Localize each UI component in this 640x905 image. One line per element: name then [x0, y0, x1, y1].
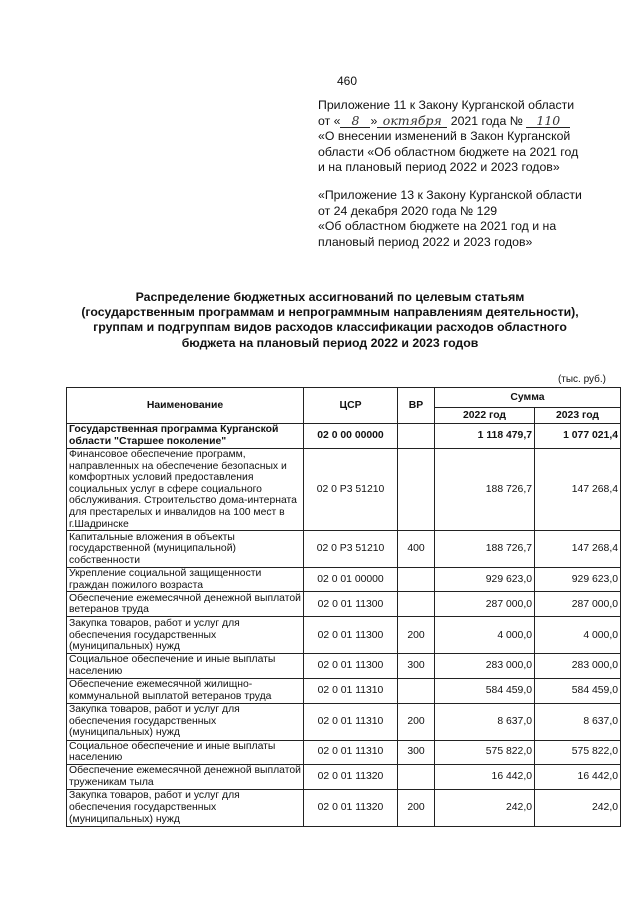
row-csr-cell: 02 0 Р3 51210 — [304, 531, 398, 568]
table-header-row — [67, 388, 621, 408]
row-2023-cell: 16 442,0 — [535, 764, 621, 789]
table-row — [67, 678, 621, 703]
row-csr-cell: 02 0 01 11310 — [304, 703, 398, 740]
row-csr-cell: 02 0 01 11300 — [304, 592, 398, 617]
row-name-cell: Социальное обеспечение и иные выплаты населению — [67, 654, 304, 678]
row-2023-cell: 4 000,0 — [535, 617, 621, 654]
page-number: 460 — [337, 74, 358, 88]
row-name-cell: Капитальные вложения в объекты государственной (муниципальной) собственности — [67, 531, 304, 568]
row-2023-cell: 283 000,0 — [535, 654, 621, 678]
date-year-label: 2021 года № — [450, 113, 523, 128]
row-vr-cell — [398, 449, 435, 531]
appendix-11-header — [318, 98, 578, 176]
row-2022-cell: 16 442,0 — [435, 764, 535, 789]
header-csr: ЦСР — [304, 388, 398, 424]
appendix-11-date-line — [318, 114, 578, 130]
title-line-2: (государственным программам и непрограммным направлениям деятельности), — [81, 305, 579, 320]
title-line-4: бюджета на плановый период 2022 и 2023 годов — [181, 335, 479, 350]
appendix-11-line-1: Приложение 11 к Закону Курганской области — [318, 98, 575, 112]
row-name-cell: Обеспечение ежемесячной денежной выплатой труженикам тыла — [67, 764, 304, 789]
row-name-cell: Обеспечение ежемесячной денежной выплатой ветеранов труда — [67, 592, 304, 617]
row-2022-cell: 1 118 479,7 — [435, 424, 535, 449]
handwritten-day: 8 — [340, 114, 370, 128]
row-2023-cell: 242,0 — [535, 789, 621, 826]
table-row — [67, 703, 621, 740]
row-csr-cell: 02 0 01 11300 — [304, 654, 398, 678]
row-vr-cell: 300 — [398, 654, 435, 678]
row-name-cell: Социальное обеспечение и иные выплаты населению — [67, 740, 304, 764]
row-name-cell: Закупка товаров, работ и услуг для обеспечения государственных (муниципальных) нужд — [67, 703, 304, 740]
row-vr-cell: 200 — [398, 617, 435, 654]
row-2023-cell: 575 822,0 — [535, 740, 621, 764]
row-2023-cell: 147 268,4 — [535, 449, 621, 531]
row-2022-cell: 584 459,0 — [435, 678, 535, 703]
table-row — [67, 764, 621, 789]
appendix-11-line-5: и на плановый период 2022 и 2023 годов» — [318, 160, 560, 174]
row-name-cell: Закупка товаров, работ и услуг для обеспечения государственных (муниципальных) нужд — [67, 789, 304, 826]
row-2023-cell: 147 268,4 — [535, 531, 621, 568]
row-vr-cell: 200 — [398, 703, 435, 740]
appendix-13-line-1: «Приложение 13 к Закону Курганской области — [318, 188, 582, 202]
table-row — [67, 592, 621, 617]
row-2022-cell: 929 623,0 — [435, 568, 535, 592]
header-sum: Сумма — [435, 388, 621, 408]
row-vr-cell — [398, 424, 435, 449]
row-name-cell: Государственная программа Курганской области "Старшее поколение" — [67, 424, 304, 449]
appendix-11-line-4: области «Об областном бюджете на 2021 год — [318, 144, 579, 159]
row-name-cell: Закупка товаров, работ и услуг для обеспечения государственных (муниципальных) нужд — [67, 617, 304, 654]
row-vr-cell — [398, 592, 435, 617]
appendix-13-line-3: «Об областном бюджете на 2021 год и на — [318, 219, 557, 233]
budget-table — [66, 387, 621, 827]
row-vr-cell — [398, 764, 435, 789]
row-2022-cell: 287 000,0 — [435, 592, 535, 617]
row-vr-cell: 300 — [398, 740, 435, 764]
date-quote-close: » — [370, 113, 378, 128]
row-2022-cell: 242,0 — [435, 789, 535, 826]
row-2023-cell: 287 000,0 — [535, 592, 621, 617]
row-2022-cell: 8 637,0 — [435, 703, 535, 740]
date-from-label: от « — [318, 113, 341, 128]
row-name-cell: Укрепление социальной защищенности граждан пожилого возраста — [67, 568, 304, 592]
row-2023-cell: 584 459,0 — [535, 678, 621, 703]
appendix-13-line-4: плановый период 2022 и 2023 годов» — [318, 234, 533, 249]
row-csr-cell: 02 0 01 11320 — [304, 789, 398, 826]
table-row — [67, 568, 621, 592]
row-vr-cell — [398, 678, 435, 703]
row-csr-cell: 02 0 01 11300 — [304, 617, 398, 654]
header-name: Наименование — [67, 388, 304, 424]
row-vr-cell — [398, 568, 435, 592]
row-2023-cell: 929 623,0 — [535, 568, 621, 592]
row-csr-cell: 02 0 01 00000 — [304, 568, 398, 592]
appendix-13-header — [318, 188, 582, 250]
row-vr-cell: 400 — [398, 531, 435, 568]
row-2023-cell: 8 637,0 — [535, 703, 621, 740]
appendix-11-line-3: «О внесении изменений в Закон Курганской — [318, 129, 571, 143]
table-row — [67, 789, 621, 826]
row-vr-cell: 200 — [398, 789, 435, 826]
row-2022-cell: 188 726,7 — [435, 531, 535, 568]
title-line-3: группам и подгруппам видов расходов классификации расходов областного — [93, 320, 567, 335]
row-csr-cell: 02 0 01 11320 — [304, 764, 398, 789]
table-row — [67, 654, 621, 678]
table-row — [67, 449, 621, 531]
row-csr-cell: 02 0 00 00000 — [304, 424, 398, 449]
table-row — [67, 531, 621, 568]
header-2023: 2023 год — [535, 408, 621, 424]
title-line-1: Распределение бюджетных ассигнований по целевым статьям — [135, 290, 525, 304]
row-2022-cell: 188 726,7 — [435, 449, 535, 531]
row-2022-cell: 575 822,0 — [435, 740, 535, 764]
table-body — [67, 424, 621, 827]
handwritten-number: 110 — [526, 114, 570, 128]
table-row — [67, 740, 621, 764]
row-csr-cell: 02 0 01 11310 — [304, 740, 398, 764]
row-name-cell: Обеспечение ежемесячной жилищно-коммунальной выплатой ветеранов труда — [67, 678, 304, 703]
table-row — [67, 617, 621, 654]
header-2022: 2022 год — [435, 408, 535, 424]
row-2023-cell: 1 077 021,4 — [535, 424, 621, 449]
handwritten-month: октября — [377, 114, 447, 128]
document-title — [60, 290, 600, 351]
table-row — [67, 424, 621, 449]
header-vr: ВР — [398, 388, 435, 424]
row-2022-cell: 283 000,0 — [435, 654, 535, 678]
row-2022-cell: 4 000,0 — [435, 617, 535, 654]
row-name-cell: Финансовое обеспечение программ, направленных на обеспечение безопасных и комфортных условий предоставления социальных услуг в сфере социального обслуживания. Строительство дома-интерната для престарелых и инвалидов на 100 мест в г.Шадринске — [67, 449, 304, 531]
row-csr-cell: 02 0 Р3 51210 — [304, 449, 398, 531]
row-csr-cell: 02 0 01 11310 — [304, 678, 398, 703]
units-label: (тыс. руб.) — [557, 374, 606, 385]
appendix-13-line-2: от 24 декабря 2020 года № 129 — [318, 203, 498, 218]
